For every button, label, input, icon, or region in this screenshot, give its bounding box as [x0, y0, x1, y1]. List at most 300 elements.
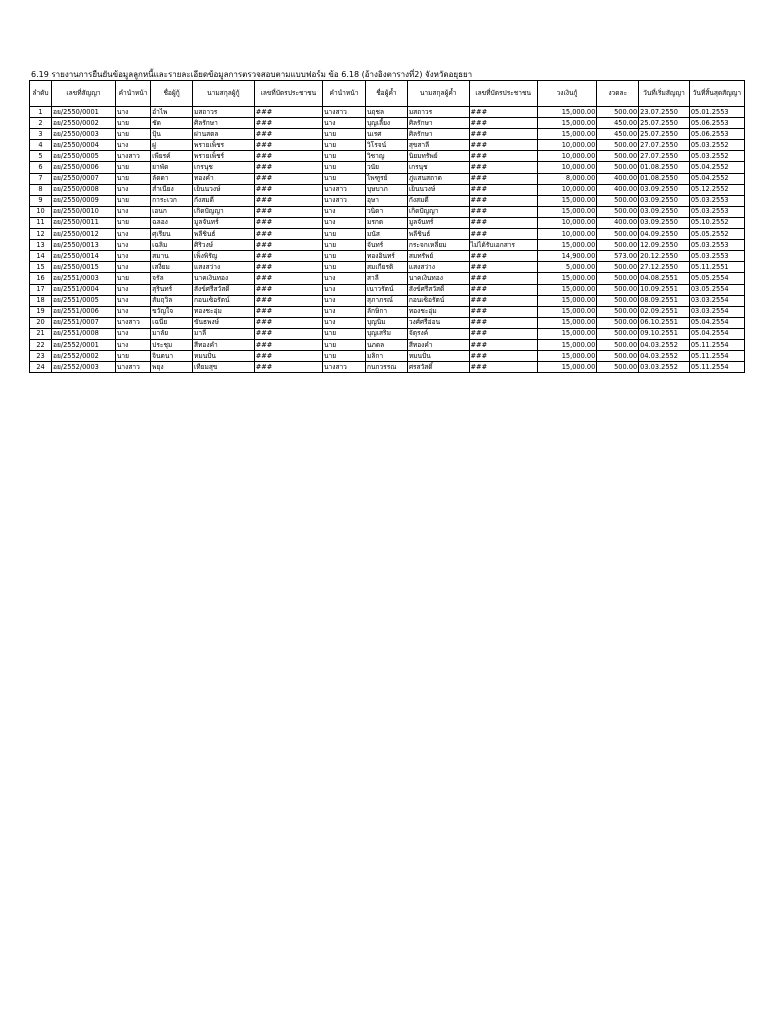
- table-cell: 500.00: [597, 295, 639, 306]
- table-row: [30, 251, 745, 262]
- table-cell: ชัด: [151, 118, 193, 129]
- table-cell: ฉลอง: [151, 217, 193, 228]
- table-cell: 24: [30, 362, 52, 373]
- table-cell: 15,000.00: [537, 206, 596, 217]
- table-cell: นางสาว: [115, 151, 150, 162]
- table-cell: 03.09.2550: [639, 195, 690, 206]
- table-cell: 9: [30, 195, 52, 206]
- table-cell: 23: [30, 351, 52, 362]
- table-cell: เสงี่ยม: [151, 262, 193, 273]
- table-cell: สีทองคำ: [193, 339, 255, 350]
- table-cell: ลัดดา: [151, 173, 193, 184]
- table-cell: เพ็งพิรัญ: [193, 251, 255, 262]
- table-cell: 15,000.00: [537, 240, 596, 251]
- table-cell: 15,000.00: [537, 195, 596, 206]
- table-cell: 03.09.2550: [639, 217, 690, 228]
- table-cell: นางสาว: [115, 317, 150, 328]
- table-cell: 15,000.00: [537, 362, 596, 373]
- table-cell: ผ่านสตล: [193, 129, 255, 140]
- table-cell: สุรินทร์: [151, 284, 193, 295]
- table-cell: 05.04.2552: [689, 173, 744, 184]
- table-cell: 2: [30, 118, 52, 129]
- table-cell: นาย: [323, 173, 366, 184]
- table-cell: นาง: [115, 306, 150, 317]
- table-cell: 18: [30, 295, 52, 306]
- table-cell: 500.00: [597, 317, 639, 328]
- table-cell: 500.00: [597, 151, 639, 162]
- table-cell: ###: [254, 151, 322, 162]
- table-cell: 15,000.00: [537, 339, 596, 350]
- table-cell: หมนปั่น: [407, 351, 469, 362]
- table-cell: นางสาว: [323, 362, 366, 373]
- report-title: 6.19 รายงานการยืนยันข้อมูลลูกหนี้และรายละเอียดข้อมูลการตรวจสอบตามแบบฟอร์ม ข้อ 6.18 (อ้างอิงตารางที่2) จังหวัดอยุธยา: [31, 70, 473, 79]
- table-cell: 10,000.00: [537, 162, 596, 173]
- table-cell: พรายเพ็ชร: [193, 140, 255, 151]
- table-cell: นาย: [323, 262, 366, 273]
- table-cell: 05.04.2554: [689, 328, 744, 339]
- table-cell: 27.07.2550: [639, 140, 690, 151]
- table-cell: ###: [254, 184, 322, 195]
- table-cell: 15,000.00: [537, 129, 596, 140]
- table-cell: นาย: [323, 251, 366, 262]
- table-cell: วิชาญ: [365, 151, 407, 162]
- table-cell: ###: [469, 273, 537, 284]
- table-cell: 03.03.2554: [689, 295, 744, 306]
- table-cell: นาย: [323, 240, 366, 251]
- table-cell: 06.10.2551: [639, 317, 690, 328]
- table-cell: ###: [469, 217, 537, 228]
- table-cell: ###: [254, 206, 322, 217]
- table-cell: อย/2551/0008: [52, 328, 116, 339]
- table-cell: ปุ้น: [151, 129, 193, 140]
- table-cell: นาย: [115, 118, 150, 129]
- table-cell: 05.03.2552: [689, 151, 744, 162]
- table-cell: 500.00: [597, 339, 639, 350]
- table-cell: นาย: [115, 162, 150, 173]
- table-cell: 03.09.2550: [639, 184, 690, 195]
- table-cell: นาง: [323, 118, 366, 129]
- table-cell: ###: [254, 129, 322, 140]
- table-cell: 15,000.00: [537, 107, 596, 118]
- table-cell: เฉลิม: [151, 240, 193, 251]
- header-cell: วันที่เริ่มสัญญา: [639, 81, 690, 107]
- table-cell: นาง: [115, 229, 150, 240]
- table-cell: อย/2550/0004: [52, 140, 116, 151]
- table-cell: เนาวรัตน์: [365, 284, 407, 295]
- table-row: [30, 118, 745, 129]
- table-row: [30, 140, 745, 151]
- table-cell: นาง: [115, 339, 150, 350]
- table-cell: อย/2552/0003: [52, 362, 116, 373]
- table-cell: 450.00: [597, 129, 639, 140]
- table-cell: ขวัญใจ: [151, 306, 193, 317]
- table-cell: นภดล: [365, 339, 407, 350]
- table-row: [30, 317, 745, 328]
- table-cell: สัมฤวิล: [151, 295, 193, 306]
- table-cell: นาง: [323, 306, 366, 317]
- table-cell: เกิดปัญญา: [193, 206, 255, 217]
- table-cell: อย/2551/0007: [52, 317, 116, 328]
- table-cell: อย/2550/0002: [52, 118, 116, 129]
- table-cell: อย/2550/0010: [52, 206, 116, 217]
- table-cell: ###: [469, 295, 537, 306]
- table-cell: 500.00: [597, 273, 639, 284]
- table-cell: เย็นนวงษ์: [193, 184, 255, 195]
- table-cell: 500.00: [597, 306, 639, 317]
- table-cell: นาง: [323, 284, 366, 295]
- table-cell: ###: [254, 118, 322, 129]
- table-cell: 10,000.00: [537, 229, 596, 240]
- table-cell: 05.05.2554: [689, 273, 744, 284]
- table-cell: สมเกียรติ: [365, 262, 407, 273]
- header-cell: นามสกุลผู้ค้ำ: [407, 81, 469, 107]
- table-row: [30, 129, 745, 140]
- table-cell: นาย: [115, 273, 150, 284]
- table-cell: 04.03.2552: [639, 339, 690, 350]
- table-cell: นาง: [115, 251, 150, 262]
- table-cell: กนกวรรณ: [365, 362, 407, 373]
- header-cell: เลขที่บัตรประชาชน: [254, 81, 322, 107]
- table-cell: ศิลรักษา: [407, 118, 469, 129]
- table-cell: ทองคำ: [193, 173, 255, 184]
- table-cell: นาง: [323, 206, 366, 217]
- table-cell: สังข์ศรีสวัสดิ์: [193, 284, 255, 295]
- table-cell: 500.00: [597, 240, 639, 251]
- table-cell: 10,000.00: [537, 217, 596, 228]
- table-row: [30, 107, 745, 118]
- table-cell: นาย: [323, 140, 366, 151]
- table-cell: นาย: [323, 339, 366, 350]
- table-cell: อย/2550/0007: [52, 173, 116, 184]
- table-cell: 14: [30, 251, 52, 262]
- table-row: [30, 328, 745, 339]
- table-row: [30, 295, 745, 306]
- table-cell: 500.00: [597, 107, 639, 118]
- table-cell: 8: [30, 184, 52, 195]
- table-cell: เย็นนวงษ์: [407, 184, 469, 195]
- table-cell: พยุง: [151, 362, 193, 373]
- header-cell: คำนำหน้า: [115, 81, 150, 107]
- table-cell: 10,000.00: [537, 184, 596, 195]
- table-cell: นฤชล: [365, 107, 407, 118]
- table-cell: ไพฑูรย์: [365, 173, 407, 184]
- table-cell: จรัล: [151, 273, 193, 284]
- header-cell: งวดละ: [597, 81, 639, 107]
- table-cell: 13: [30, 240, 52, 251]
- table-cell: บุญเสริม: [365, 328, 407, 339]
- table-cell: ###: [254, 328, 322, 339]
- table-cell: ###: [469, 306, 537, 317]
- table-cell: อำไพ: [151, 107, 193, 118]
- table-cell: ภู่แสนสถาด: [407, 173, 469, 184]
- table-cell: นาง: [323, 295, 366, 306]
- table-cell: 03.03.2552: [639, 362, 690, 373]
- table-cell: 05.11.2554: [689, 351, 744, 362]
- loan-table: [29, 80, 745, 373]
- table-cell: มรกต: [365, 217, 407, 228]
- table-row: [30, 273, 745, 284]
- table-cell: ###: [469, 151, 537, 162]
- table-cell: นาย: [115, 195, 150, 206]
- table-cell: 05.11.2554: [689, 362, 744, 373]
- header-row: [30, 81, 745, 107]
- table-cell: ทองอินทร์: [365, 251, 407, 262]
- table-cell: แสงสว่าง: [407, 262, 469, 273]
- table-cell: อย/2551/0004: [52, 284, 116, 295]
- table-cell: สุขสาลี: [407, 140, 469, 151]
- table-cell: 15,000.00: [537, 118, 596, 129]
- table-cell: นาง: [115, 184, 150, 195]
- table-cell: 03.05.2554: [689, 284, 744, 295]
- table-cell: 27.12.2550: [639, 262, 690, 273]
- table-cell: กระจกเหลี่ยม: [407, 240, 469, 251]
- table-cell: พลีชินธ์: [193, 229, 255, 240]
- table-cell: วนิดา: [365, 206, 407, 217]
- table-cell: 20: [30, 317, 52, 328]
- table-cell: 15: [30, 262, 52, 273]
- table-cell: 3: [30, 129, 52, 140]
- table-cell: 16: [30, 273, 52, 284]
- table-cell: ศิลรักษา: [407, 129, 469, 140]
- table-cell: 08.09.2551: [639, 295, 690, 306]
- table-cell: ไม่ได้รับเอกสาร: [469, 240, 537, 251]
- table-row: [30, 195, 745, 206]
- table-cell: อย/2550/0012: [52, 229, 116, 240]
- table-cell: 05.06.2553: [689, 129, 744, 140]
- table-cell: ###: [254, 351, 322, 362]
- table-cell: แสงสว่าง: [193, 262, 255, 273]
- table-cell: เพียรค์: [151, 151, 193, 162]
- table-cell: อย/2550/0006: [52, 162, 116, 173]
- table-cell: 1: [30, 107, 52, 118]
- table-cell: ###: [469, 339, 537, 350]
- table-cell: บุษบาภ: [365, 184, 407, 195]
- table-cell: 7: [30, 173, 52, 184]
- table-cell: อย/2550/0001: [52, 107, 116, 118]
- table-cell: 10,000.00: [537, 151, 596, 162]
- table-cell: ###: [254, 229, 322, 240]
- table-cell: 500.00: [597, 140, 639, 151]
- table-cell: 450.00: [597, 118, 639, 129]
- table-cell: กอนเซ็อรัตน์: [193, 295, 255, 306]
- table-cell: อย/2550/0013: [52, 240, 116, 251]
- table-cell: เกิดปัญญา: [407, 206, 469, 217]
- table-cell: นาย: [115, 217, 150, 228]
- table-cell: นางสาว: [115, 362, 150, 373]
- table-cell: กังสมดี: [407, 195, 469, 206]
- table-cell: อย/2550/0003: [52, 129, 116, 140]
- table-cell: 20.12.2550: [639, 251, 690, 262]
- table-cell: 8,000.00: [537, 173, 596, 184]
- table-cell: 01.08.2550: [639, 162, 690, 173]
- header-cell: วงเงินกู้: [537, 81, 596, 107]
- table-cell: 14,900.00: [537, 251, 596, 262]
- table-cell: จัตุรงค์: [407, 328, 469, 339]
- table-cell: 01.08.2550: [639, 173, 690, 184]
- table-cell: ###: [469, 195, 537, 206]
- table-cell: พรายเพ็ชร์: [193, 151, 255, 162]
- table-cell: 500.00: [597, 229, 639, 240]
- table-cell: 15,000.00: [537, 351, 596, 362]
- table-cell: ศิริวงษ์: [193, 240, 255, 251]
- table-row: [30, 162, 745, 173]
- table-cell: กังสมดี: [193, 195, 255, 206]
- table-cell: อุษา: [365, 195, 407, 206]
- table-cell: ###: [254, 306, 322, 317]
- table-cell: 15,000.00: [537, 273, 596, 284]
- table-cell: สาลี: [365, 273, 407, 284]
- table-cell: ###: [254, 195, 322, 206]
- table-cell: นาง: [115, 262, 150, 273]
- table-cell: มสถาวร: [193, 107, 255, 118]
- table-cell: เฉนีย: [151, 317, 193, 328]
- table-cell: 11: [30, 217, 52, 228]
- table-cell: 05.11.2554: [689, 339, 744, 350]
- table-cell: 05.06.2553: [689, 118, 744, 129]
- table-cell: อย/2550/0011: [52, 217, 116, 228]
- table-cell: สังข์ศรีสวัสดิ์: [407, 284, 469, 295]
- table-cell: 400.00: [597, 173, 639, 184]
- table-cell: เกรนุช: [407, 162, 469, 173]
- table-cell: นางสาว: [323, 195, 366, 206]
- table-cell: กอนเซ็อรัตน์: [407, 295, 469, 306]
- table-cell: 12: [30, 229, 52, 240]
- table-cell: 573.00: [597, 251, 639, 262]
- table-cell: 05.04.2554: [689, 317, 744, 328]
- table-cell: ###: [469, 362, 537, 373]
- header-cell: ชื่อผู้ค้ำ: [365, 81, 407, 107]
- table-cell: ###: [469, 107, 537, 118]
- table-row: [30, 229, 745, 240]
- table-cell: นาย: [323, 151, 366, 162]
- table-cell: ###: [469, 162, 537, 173]
- table-cell: 05.03.2552: [689, 140, 744, 151]
- table-row: [30, 151, 745, 162]
- header-cell: เลขที่บัตรประชาชน: [469, 81, 537, 107]
- table-cell: ###: [469, 173, 537, 184]
- table-cell: 400.00: [597, 217, 639, 228]
- header-cell: ลำดับ: [30, 81, 52, 107]
- table-cell: 15,000.00: [537, 284, 596, 295]
- table-cell: สมาน: [151, 251, 193, 262]
- table-cell: ศรสวัสดิ์: [407, 362, 469, 373]
- table-cell: 6: [30, 162, 52, 173]
- table-cell: ###: [254, 317, 322, 328]
- table-cell: ###: [254, 107, 322, 118]
- table-cell: บุญเลี้ยง: [365, 118, 407, 129]
- table-cell: 400.00: [597, 184, 639, 195]
- table-cell: ###: [254, 162, 322, 173]
- table-cell: จันทร์: [365, 240, 407, 251]
- table-cell: นาคเงินทอง: [193, 273, 255, 284]
- table-cell: ###: [254, 262, 322, 273]
- table-cell: 5: [30, 151, 52, 162]
- table-cell: 04.08.2551: [639, 273, 690, 284]
- table-cell: 500.00: [597, 162, 639, 173]
- table-cell: นาย: [323, 351, 366, 362]
- header-cell: ชื่อผู้กู้: [151, 81, 193, 107]
- table-cell: ###: [469, 262, 537, 273]
- table-cell: นาง: [115, 107, 150, 118]
- table-cell: เกรนุช: [193, 162, 255, 173]
- table-row: [30, 306, 745, 317]
- table-cell: อย/2552/0002: [52, 351, 116, 362]
- table-cell: มูลจันทร์: [193, 217, 255, 228]
- table-cell: 05.03.2553: [689, 251, 744, 262]
- table-cell: 05.01.2553: [689, 107, 744, 118]
- table-cell: นาย: [323, 129, 366, 140]
- table-cell: 22: [30, 339, 52, 350]
- table-cell: 05.03.2553: [689, 240, 744, 251]
- header-cell: คำนำหน้า: [323, 81, 366, 107]
- table-cell: ยาพัด: [151, 162, 193, 173]
- table-cell: ศิลรักษา: [193, 118, 255, 129]
- table-cell: อย/2550/0008: [52, 184, 116, 195]
- table-row: [30, 362, 745, 373]
- table-cell: ลักษิกา: [365, 306, 407, 317]
- table-cell: ###: [254, 295, 322, 306]
- table-cell: สีทองคำ: [407, 339, 469, 350]
- table-cell: 05.03.2553: [689, 206, 744, 217]
- table-cell: นาง: [115, 206, 150, 217]
- table-body: [30, 107, 745, 373]
- table-cell: พลีชินธ์: [407, 229, 469, 240]
- table-row: [30, 284, 745, 295]
- table-cell: 500.00: [597, 262, 639, 273]
- table-row: [30, 339, 745, 350]
- header-cell: วันที่สิ้นสุดสัญญา: [689, 81, 744, 107]
- table-cell: ###: [254, 362, 322, 373]
- table-cell: 05.10.2552: [689, 217, 744, 228]
- table-cell: นาง: [323, 217, 366, 228]
- table-cell: หมนปั่น: [193, 351, 255, 362]
- table-cell: ###: [469, 129, 537, 140]
- table-cell: 05.05.2552: [689, 229, 744, 240]
- table-cell: 15,000.00: [537, 328, 596, 339]
- table-cell: นาง: [115, 140, 150, 151]
- table-cell: นางสาว: [323, 107, 366, 118]
- table-cell: การะเวก: [151, 195, 193, 206]
- table-row: [30, 217, 745, 228]
- table-row: [30, 240, 745, 251]
- table-cell: ประชุม: [151, 339, 193, 350]
- table-cell: ###: [254, 339, 322, 350]
- table-cell: ###: [469, 184, 537, 195]
- table-cell: 09.10.2551: [639, 328, 690, 339]
- table-cell: ###: [469, 251, 537, 262]
- table-cell: ###: [469, 317, 537, 328]
- table-cell: 500.00: [597, 362, 639, 373]
- table-cell: ###: [254, 273, 322, 284]
- table-cell: สุภาภรณ์: [365, 295, 407, 306]
- table-cell: 19: [30, 306, 52, 317]
- table-cell: ศุเรียน: [151, 229, 193, 240]
- table-cell: 17: [30, 284, 52, 295]
- table-cell: 5,000.00: [537, 262, 596, 273]
- table-cell: เทียมสุข: [193, 362, 255, 373]
- table-cell: ###: [469, 140, 537, 151]
- table-cell: ###: [469, 351, 537, 362]
- table-cell: นางสาว: [323, 184, 366, 195]
- table-row: [30, 351, 745, 362]
- table-cell: ขันธพงษ์: [193, 317, 255, 328]
- table-cell: 500.00: [597, 351, 639, 362]
- table-cell: 10: [30, 206, 52, 217]
- table-cell: 21: [30, 328, 52, 339]
- table-cell: นาย: [115, 351, 150, 362]
- table-row: [30, 184, 745, 195]
- table-cell: 04.09.2550: [639, 229, 690, 240]
